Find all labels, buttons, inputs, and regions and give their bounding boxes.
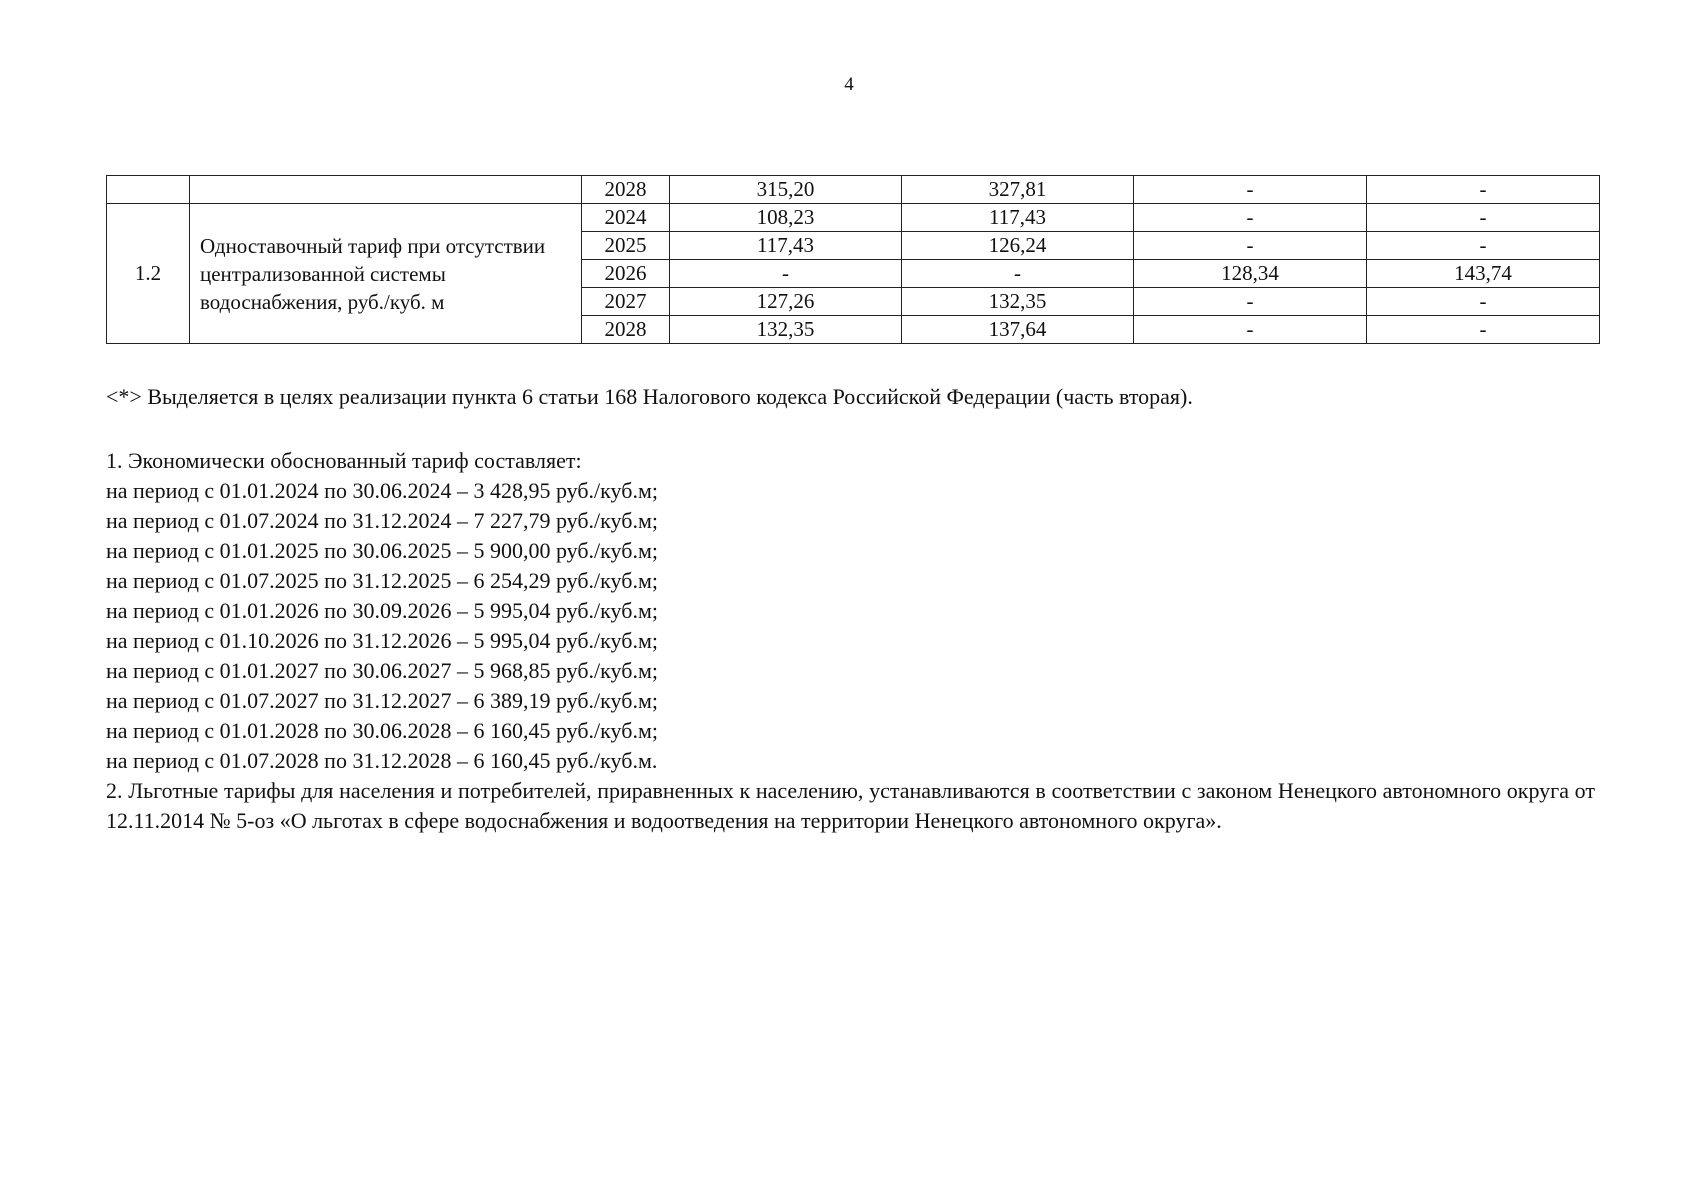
tariff-name-cell: Одноставочный тариф при отсутствии централизованной системы водоснабжения, руб./куб. м bbox=[190, 204, 582, 344]
value-cell: 143,74 bbox=[1367, 260, 1600, 288]
period-line: на период с 01.01.2028 по 30.06.2028 – 6 160,45 руб./куб.м; bbox=[106, 718, 658, 743]
year-cell: 2026 bbox=[582, 260, 670, 288]
value-cell: 128,34 bbox=[1134, 260, 1367, 288]
section1-heading: 1. Экономически обоснованный тариф составляет: bbox=[106, 448, 582, 473]
year-cell: 2025 bbox=[582, 232, 670, 260]
value-cell: - bbox=[1367, 288, 1600, 316]
value-cell: 108,23 bbox=[670, 204, 902, 232]
period-line: на период с 01.07.2025 по 31.12.2025 – 6 254,29 руб./куб.м; bbox=[106, 568, 658, 593]
period-line: на период с 01.10.2026 по 31.12.2026 – 5 995,04 руб./куб.м; bbox=[106, 628, 658, 653]
tariff-table bbox=[106, 175, 1600, 344]
value-cell: 315,20 bbox=[670, 176, 902, 204]
tariff-text bbox=[106, 446, 1595, 836]
value-cell: - bbox=[1367, 204, 1600, 232]
value-cell: - bbox=[1367, 176, 1600, 204]
value-cell: 127,26 bbox=[670, 288, 902, 316]
period-line: на период с 01.01.2026 по 30.09.2026 – 5 995,04 руб./куб.м; bbox=[106, 598, 658, 623]
year-cell: 2028 bbox=[582, 176, 670, 204]
period-line: на период с 01.07.2027 по 31.12.2027 – 6 389,19 руб./куб.м; bbox=[106, 688, 658, 713]
footnote: <*> Выделяется в целях реализации пункта 6 статьи 168 Налогового кодекса Российской Федерации (часть вторая). bbox=[106, 384, 1193, 409]
value-cell: 132,35 bbox=[902, 288, 1134, 316]
value-cell: - bbox=[1134, 176, 1367, 204]
period-line: на период с 01.07.2028 по 31.12.2028 – 6 160,45 руб./куб.м. bbox=[106, 748, 658, 773]
value-cell: 117,43 bbox=[670, 232, 902, 260]
year-cell: 2027 bbox=[582, 288, 670, 316]
row-number-cell: 1.2 bbox=[107, 204, 190, 344]
value-cell: 117,43 bbox=[902, 204, 1134, 232]
value-cell: - bbox=[1134, 204, 1367, 232]
value-cell: - bbox=[1134, 232, 1367, 260]
period-line: на период с 01.01.2025 по 30.06.2025 – 5 900,00 руб./куб.м; bbox=[106, 538, 658, 563]
number-cell bbox=[107, 176, 190, 204]
year-cell: 2024 bbox=[582, 204, 670, 232]
name-cell bbox=[190, 176, 582, 204]
value-cell: - bbox=[1134, 288, 1367, 316]
value-cell: - bbox=[902, 260, 1134, 288]
period-line: на период с 01.07.2024 по 31.12.2024 – 7 227,79 руб./куб.м; bbox=[106, 508, 658, 533]
value-cell: 327,81 bbox=[902, 176, 1134, 204]
value-cell: 132,35 bbox=[670, 316, 902, 344]
value-cell: 126,24 bbox=[902, 232, 1134, 260]
value-cell: - bbox=[1367, 232, 1600, 260]
year-cell: 2028 bbox=[582, 316, 670, 344]
page-number: 4 bbox=[844, 74, 854, 95]
table-row bbox=[107, 176, 1600, 204]
tariff-table-body bbox=[107, 176, 1600, 344]
period-line: на период с 01.01.2027 по 30.06.2027 – 5 968,85 руб./куб.м; bbox=[106, 658, 658, 683]
value-cell: - bbox=[670, 260, 902, 288]
table-row bbox=[107, 204, 1600, 232]
value-cell: - bbox=[1134, 316, 1367, 344]
section2-paragraph: 2. Льготные тарифы для населения и потребителей, приравненных к населению, устанавливаются в соответствии с законом Ненецкого автономного округа от 12.11.2014 № 5-оз «О льготах в сфере водоснабжения и водоотведения на территории Ненецкого автономного округа». bbox=[106, 778, 1595, 833]
value-cell: 137,64 bbox=[902, 316, 1134, 344]
period-line: на период с 01.01.2024 по 30.06.2024 – 3 428,95 руб./куб.м; bbox=[106, 478, 658, 503]
value-cell: - bbox=[1367, 316, 1600, 344]
